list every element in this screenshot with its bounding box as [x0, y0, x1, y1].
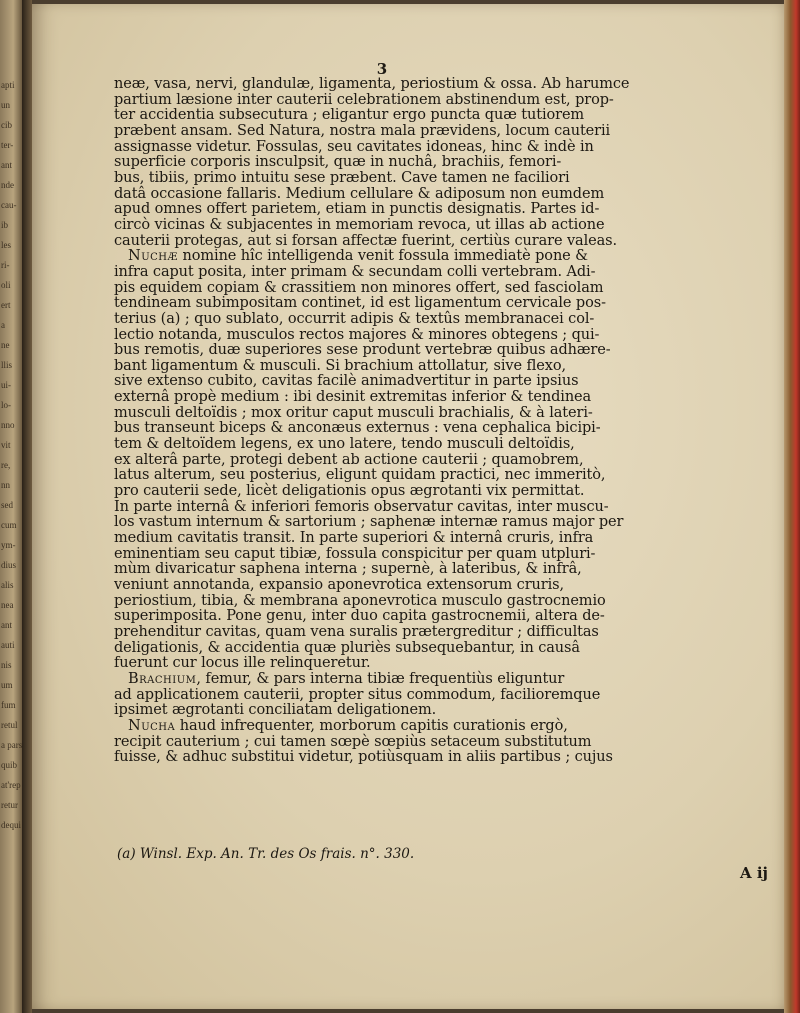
- line-text: circò vicinas & subjacentes in memoriam revoca, ut illas ab actione: [114, 216, 605, 233]
- previous-page-fragment: ym-: [1, 540, 16, 550]
- line-text: lectio notanda, musculos rectos majores & minores obtegens ; qui-: [114, 326, 600, 343]
- line-text: terius (a) ; quo sublato, occurrit adipis & textûs membranacei col-: [114, 310, 595, 327]
- line-text: los vastum internum & sartorium ; saphenæ internæ ramus major per: [114, 514, 624, 531]
- line-text: superimposita. Pone genu, inter duo capita gastrocnemii, altera de-: [114, 608, 605, 625]
- previous-page-fragment: a: [1, 320, 5, 330]
- text-line: [114, 296, 800, 312]
- previous-page-fragment: nde: [1, 180, 14, 190]
- line-text: recipit cauterium ; cui tamen sœpè sœpiùs setaceum substitutum: [114, 733, 592, 750]
- line-text: ipsimet ægrotanti conciliatam deligationem.: [114, 702, 437, 719]
- footnote: (a) Winsl. Exp. An. Tr. des Os frais. n°. 330.: [117, 846, 415, 862]
- line-text: assignasse videtur. Fossulas, seu cavitates idoneas, hinc & indè in: [114, 138, 594, 155]
- book-gutter: [22, 0, 32, 1013]
- text-line: [114, 750, 800, 766]
- text-line: [114, 703, 800, 719]
- previous-page-fragment: fum: [1, 700, 16, 710]
- text-line: [114, 124, 800, 140]
- previous-page-fragment: dius: [1, 560, 17, 570]
- text-line: [114, 390, 800, 406]
- text-line: [114, 312, 800, 328]
- text-line: [114, 359, 800, 375]
- previous-page-fragment: sed: [1, 500, 13, 510]
- line-text: latus alterum, seu posterius, eligunt quidam practici, nec immeritò,: [114, 467, 606, 484]
- line-text: externâ propè medium : ibi desinit extremitas inferior & tendinea: [114, 389, 592, 406]
- text-line: [114, 672, 800, 688]
- signature-mark: A ij: [740, 864, 768, 882]
- line-text: eminentiam seu caput tibiæ, fossula conspicitur per quam utpluri-: [114, 545, 596, 562]
- text-line: [114, 171, 800, 187]
- text-line: [114, 421, 800, 437]
- line-text: pro cauterii sede, licèt deligationis opus ægrotanti vix permittat.: [114, 483, 585, 500]
- line-text: fuisse, & adhuc substitui videtur, potiùsquam in aliis partibus ; cujus: [114, 749, 613, 766]
- body-text: [114, 77, 800, 766]
- text-line: [114, 406, 800, 422]
- previous-page-fragment: re,: [1, 460, 11, 470]
- text-line: [114, 265, 800, 281]
- text-line: [114, 281, 800, 297]
- previous-page-fragment: a pars: [1, 740, 22, 750]
- text-line: [114, 547, 800, 563]
- line-text: datâ occasione fallaris. Medium cellulare & adiposum non eumdem: [114, 185, 605, 202]
- text-line: [114, 234, 800, 250]
- line-text: ad applicationem cauterii, propter situs commodum, facilioremque: [114, 686, 601, 703]
- line-text: veniunt annotanda, expansio aponevrotica extensorum cruris,: [114, 577, 564, 593]
- line-text: partium læsione inter cauterii celebrationem abstinendum est, prop-: [114, 91, 614, 108]
- text-line: [114, 609, 800, 625]
- line-text: musculi deltoïdis ; mox oritur caput musculi brachialis, & à lateri-: [114, 404, 593, 421]
- line-text: infra caput posita, inter primam & secundam colli vertebram. Adi-: [114, 263, 596, 280]
- line-text: haud infrequenter, morborum capitis curationis ergò,: [175, 717, 568, 734]
- line-text: mùm divaricatur saphena interna ; supernè, à lateribus, & infrâ,: [114, 561, 582, 578]
- text-line: [114, 343, 800, 359]
- previous-page-fragment: ert: [1, 300, 11, 310]
- page-fore-edge: [784, 0, 800, 1013]
- line-text: cauterii protegas, aut si forsan affectæ fuerint, certiùs curare valeas.: [114, 232, 618, 249]
- line-text: prehenditur cavitas, quam vena suralis prætergreditur ; difficultas: [114, 623, 599, 640]
- paragraph-lead-word: Nuchæ: [128, 248, 178, 265]
- previous-page-fragment: apti: [1, 80, 15, 90]
- line-text: præbent ansam. Sed Natura, nostra mala prævidens, locum cauterii: [114, 122, 611, 139]
- previous-page-fragment: um: [1, 680, 13, 690]
- line-text: superficie corporis insculpsit, quæ in nuchâ, brachiis, femori-: [114, 154, 562, 171]
- text-line: [114, 328, 800, 344]
- line-text: ex alterâ parte, protegi debent ab actione cauterii ; quamobrem,: [114, 451, 584, 468]
- text-line: [114, 155, 800, 171]
- previous-page-fragment: nn: [1, 480, 10, 490]
- text-line: [114, 108, 800, 124]
- paragraph-lead-word: Nucha: [128, 717, 176, 734]
- previous-page-fragment: oli: [1, 280, 11, 290]
- previous-page-fragment: retul: [1, 720, 18, 730]
- line-text: tendineam subimpositam continet, id est ligamentum cervicale pos-: [114, 295, 606, 312]
- text-line: [114, 531, 800, 547]
- text-line: [114, 641, 800, 657]
- previous-page-fragment: vit: [1, 440, 11, 450]
- line-text: bus remotis, duæ superiores sese produnt vertebræ quibus adhære-: [114, 342, 611, 359]
- text-line: [114, 578, 800, 594]
- line-text: apud omnes offert parietem, etiam in punctis designatis. Partes id-: [114, 201, 600, 218]
- previous-page-fragment: nis: [1, 660, 12, 670]
- previous-page-fragment: les: [1, 240, 11, 250]
- line-text: deligationis, & accidentia quæ pluriès subsequebantur, in causâ: [114, 639, 580, 656]
- line-text: ter accidentia subsecutura ; eligantur ergo puncta quæ tutiorem: [114, 107, 585, 124]
- text-line: [114, 77, 800, 93]
- previous-page-fragment: retur: [1, 800, 18, 810]
- text-line: [114, 500, 800, 516]
- text-line: [114, 187, 800, 203]
- text-line: [114, 93, 800, 109]
- previous-page-fragment: nno: [1, 420, 15, 430]
- previous-page-fragment: lo-: [1, 400, 11, 410]
- previous-page-fragment: ri-: [1, 260, 10, 270]
- previous-page-fragment: ant: [1, 160, 12, 170]
- previous-page-text-fragments: [0, 0, 22, 1013]
- previous-page-fragment: nea: [1, 600, 14, 610]
- line-text: bant ligamentum & musculi. Si brachium attollatur, sive flexo,: [114, 357, 566, 374]
- previous-page-fragment: quib: [1, 760, 18, 770]
- text-line: [114, 484, 800, 500]
- line-text: nomine hîc intelligenda venit fossula immediatè pone &: [178, 248, 588, 265]
- text-line: [114, 374, 800, 390]
- text-line: [114, 562, 800, 578]
- text-line: [114, 140, 800, 156]
- text-line: [114, 218, 800, 234]
- previous-page-fragment: auti: [1, 640, 15, 650]
- line-text: medium cavitatis transit. In parte superiori & internâ cruris, infra: [114, 530, 594, 547]
- previous-page-fragment: ter-: [1, 140, 14, 150]
- previous-page-fragment: un: [1, 100, 10, 110]
- book-page: [32, 4, 784, 1009]
- previous-page-fragment: cau-: [1, 200, 17, 210]
- previous-page-fragment: alis: [1, 580, 14, 590]
- text-line: [114, 249, 800, 265]
- line-text: periostium, tibia, & membrana aponevrotica musculo gastrocnemio: [114, 592, 606, 609]
- line-text: , femur, & pars interna tibiæ frequentiùs eliguntur: [196, 670, 565, 687]
- previous-page-fragment: cum: [1, 520, 17, 530]
- text-line: [114, 437, 800, 453]
- line-text: tem & deltoïdem legens, ex uno latere, tendo musculi deltoïdis,: [114, 436, 575, 453]
- line-text: sive extenso cubito, cavitas facilè animadvertitur in parte ipsius: [114, 373, 579, 390]
- line-text: In parte internâ & inferiori femoris observatur cavitas, inter muscu-: [114, 498, 609, 515]
- previous-page-fragment: ne: [1, 340, 10, 350]
- line-text: pis equidem copiam & crassitiem non minores offert, sed fasciolam: [114, 279, 604, 296]
- text-line: [114, 656, 800, 672]
- text-line: [114, 688, 800, 704]
- text-line: [114, 735, 800, 751]
- previous-page-fragment: llis: [1, 360, 13, 370]
- text-line: [114, 202, 800, 218]
- line-text: bus, tibiis, primo intuitu sese præbent. Cave tamen ne faciliori: [114, 169, 570, 186]
- text-line: [114, 468, 800, 484]
- previous-page-fragment: ib: [1, 220, 9, 230]
- line-text: bus transeunt biceps & anconæus externus : vena cephalica bicipi-: [114, 420, 601, 437]
- previous-page-fragment: at'rep: [1, 780, 21, 790]
- previous-page-fragment: dequi: [1, 820, 21, 830]
- previous-page-fragment: ui-: [1, 380, 11, 390]
- text-line: [114, 453, 800, 469]
- page-number: 3: [376, 60, 388, 78]
- text-line: [114, 719, 800, 735]
- text-line: [114, 515, 800, 531]
- previous-page-fragment: cib: [1, 120, 12, 130]
- line-text: fuerunt cur locus ille relinqueretur.: [114, 655, 371, 672]
- line-text: neæ, vasa, nervi, glandulæ, ligamenta, periostium & ossa. Ab harumce: [114, 76, 630, 92]
- text-line: [114, 625, 800, 641]
- paragraph-lead-word: Brachium: [128, 670, 197, 687]
- text-line: [114, 594, 800, 610]
- previous-page-fragment: ant: [1, 620, 12, 630]
